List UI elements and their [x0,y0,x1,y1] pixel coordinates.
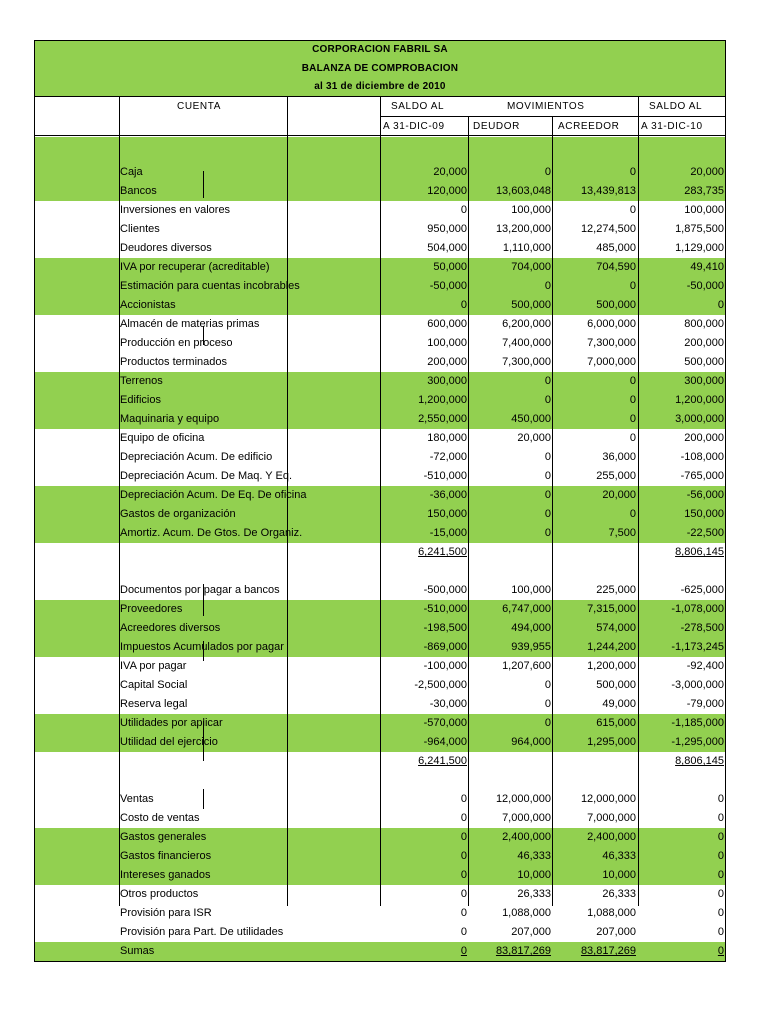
cell-deudor: 494,000 [511,622,551,634]
account-name: Provisión para ISR [120,907,212,919]
cell-saldo-inicial: -869,000 [423,641,467,653]
cell-acreedor: 1,295,000 [587,736,636,748]
cell-saldo-final: 1,875,500 [675,223,724,235]
table-row [35,847,725,866]
account-name: Edificios [120,394,161,406]
cell-deudor: 7,000,000 [502,812,551,824]
table-row [35,486,725,505]
cell-saldo-inicial: 300,000 [427,375,467,387]
table-row [35,448,725,467]
table-row [35,866,725,885]
account-name: Sumas [120,945,155,957]
cell-acreedor: 0 [629,166,636,178]
table-row [35,942,725,961]
cell-deudor: 207,000 [511,926,551,938]
cell-acreedor: 485,000 [596,242,636,254]
cell-deudor: 450,000 [511,413,551,425]
header-movimientos: MOVIMIENTOS [507,101,585,112]
cell-saldo-final: -79,000 [686,698,724,710]
account-name: IVA por recuperar (acreditable) [120,261,270,273]
table-row [35,714,725,733]
cell-saldo-inicial: 0 [460,831,467,843]
cell-deudor: 0 [544,375,551,387]
account-name: Terrenos [120,375,163,387]
table-row [35,600,725,619]
account-name: Otros productos [120,888,199,900]
cell-deudor: 0 [544,166,551,178]
account-name: Amortiz. Acum. De Gtos. De Organiz. [120,527,303,539]
table-row [35,201,725,220]
table-row [35,638,725,657]
account-name: Estimación para cuentas incobrables [120,280,300,292]
cell-saldo-final: 49,410 [690,261,724,273]
cell-saldo-inicial: 504,000 [427,242,467,254]
cell-acreedor: 36,000 [602,451,636,463]
cell-saldo-final: 8,806,145 [675,546,724,558]
cell-saldo-inicial: 0 [460,907,467,919]
cell-saldo-final: 800,000 [684,318,724,330]
cell-saldo-inicial: 200,000 [427,356,467,368]
cell-deudor: 6,747,000 [502,603,551,615]
cell-saldo-inicial: -198,500 [423,622,467,634]
cell-saldo-inicial: 600,000 [427,318,467,330]
cell-deudor: 0 [544,508,551,520]
header-mid-rule [380,116,725,117]
cell-deudor: 0 [544,679,551,691]
cell-saldo-final: 0 [717,831,724,843]
account-name: Reserva legal [120,698,188,710]
cell-deudor: 0 [544,394,551,406]
account-name: Intereses ganados [120,869,211,881]
cell-saldo-final: 100,000 [684,204,724,216]
cell-acreedor: 13,439,813 [580,185,636,197]
table-row [35,923,725,942]
table-row [35,657,725,676]
cell-saldo-inicial: 1,200,000 [418,394,467,406]
cell-acreedor: 49,000 [602,698,636,710]
table-row [35,296,725,315]
cell-saldo-final: 200,000 [684,337,724,349]
cell-acreedor: 26,333 [602,888,636,900]
cell-saldo-inicial: 0 [460,926,467,938]
cell-deudor: 0 [544,489,551,501]
table-row [35,353,725,372]
account-name: Documentos por pagar a bancos [120,584,280,596]
table-row [35,790,725,809]
cell-saldo-final: 0 [717,812,724,824]
cell-saldo-final: 20,000 [690,166,724,178]
cell-saldo-inicial: 50,000 [433,261,467,273]
cell-saldo-inicial: -510,000 [423,470,467,482]
account-name: Provisión para Part. De utilidades [120,926,284,938]
cell-deudor: 13,603,048 [495,185,551,197]
cell-saldo-inicial: 20,000 [433,166,467,178]
table-row [35,562,725,581]
trial-balance-sheet [34,40,726,962]
cell-deudor: 0 [544,698,551,710]
cell-saldo-inicial: -50,000 [429,280,467,292]
cell-deudor: 12,000,000 [495,793,551,805]
cell-acreedor: 574,000 [596,622,636,634]
table-row [35,467,725,486]
account-name: Accionistas [120,299,176,311]
report-title: BALANZA DE COMPROBACION [301,63,459,74]
cell-saldo-inicial: 0 [460,888,467,900]
cell-saldo-inicial: 6,241,500 [418,546,467,558]
account-name: Gastos financieros [120,850,212,862]
cell-saldo-final: 8,806,145 [675,755,724,767]
cell-acreedor: 0 [629,432,636,444]
cell-saldo-inicial: -72,000 [429,451,467,463]
cell-saldo-final: 150,000 [684,508,724,520]
cell-saldo-inicial: 6,241,500 [418,755,467,767]
cell-acreedor: 12,274,500 [580,223,636,235]
table-row [35,676,725,695]
cell-deudor: 1,088,000 [502,907,551,919]
header-saldo-inicial: SALDO AL [391,101,445,112]
header-saldo-final: SALDO AL [649,101,703,112]
account-name: Gastos de organización [120,508,236,520]
account-name: Deudores diversos [120,242,212,254]
cell-acreedor: 0 [629,413,636,425]
cell-acreedor: 0 [629,375,636,387]
account-name: Impuestos Acumulados por pagar [120,641,284,653]
cell-saldo-final: 300,000 [684,375,724,387]
cell-acreedor: 207,000 [596,926,636,938]
cell-acreedor: 12,000,000 [580,793,636,805]
cell-deudor: 13,200,000 [495,223,551,235]
header-rule [35,135,725,136]
cell-acreedor: 20,000 [602,489,636,501]
cell-deudor: 100,000 [511,204,551,216]
cell-acreedor: 1,088,000 [587,907,636,919]
cell-acreedor: 0 [629,280,636,292]
cell-saldo-inicial: -36,000 [429,489,467,501]
table-row [35,695,725,714]
cell-saldo-inicial: 100,000 [427,337,467,349]
header-deudor: DEUDOR [473,121,520,132]
account-name: Ventas [120,793,154,805]
account-name: Maquinaria y equipo [120,413,220,425]
cell-deudor: 500,000 [511,299,551,311]
cell-saldo-final: -22,500 [686,527,724,539]
cell-saldo-final: 0 [717,850,724,862]
cell-saldo-inicial: 0 [460,793,467,805]
account-name: Inversiones en valores [120,204,231,216]
cell-saldo-inicial: 150,000 [427,508,467,520]
cell-saldo-final: 0 [717,945,724,957]
company-name: CORPORACION FABRIL SA [312,44,448,55]
cell-saldo-inicial: -100,000 [423,660,467,672]
cell-deudor: 0 [544,527,551,539]
account-name: Clientes [120,223,160,235]
table-row [35,391,725,410]
table-row [35,277,725,296]
cell-deudor: 7,400,000 [502,337,551,349]
account-name: Acreedores diversos [120,622,221,634]
table-row [35,733,725,752]
table-row [35,429,725,448]
table-row [35,543,725,562]
cell-deudor: 939,955 [511,641,551,653]
table-row [35,752,725,771]
cell-deudor: 6,200,000 [502,318,551,330]
cell-saldo-inicial: -15,000 [429,527,467,539]
cell-saldo-final: 500,000 [684,356,724,368]
cell-deudor: 20,000 [517,432,551,444]
cell-acreedor: 1,244,200 [587,641,636,653]
account-name: Almacén de materias primas [120,318,260,330]
table-row [35,904,725,923]
cell-acreedor: 500,000 [596,679,636,691]
cell-deudor: 0 [544,451,551,463]
cell-saldo-final: -1,173,245 [671,641,724,653]
cell-saldo-final: 1,200,000 [675,394,724,406]
table-row [35,334,725,353]
table-row [35,372,725,391]
table-row [35,315,725,334]
title-block [35,41,725,97]
cell-deudor: 100,000 [511,584,551,596]
header-fecha-inicial: A 31-DIC-09 [383,121,445,132]
cell-saldo-inicial: -2,500,000 [414,679,467,691]
account-name: Utilidad del ejercicio [120,736,218,748]
cell-saldo-inicial: 180,000 [427,432,467,444]
header-acreedor: ACREEDOR [558,121,620,132]
cell-deudor: 46,333 [517,850,551,862]
cell-deudor: 26,333 [517,888,551,900]
table-row [35,505,725,524]
cell-saldo-final: 3,000,000 [675,413,724,425]
table-row [35,885,725,904]
cell-saldo-inicial: 120,000 [427,185,467,197]
cell-deudor: 0 [544,470,551,482]
table-row [35,828,725,847]
cell-deudor: 704,000 [511,261,551,273]
cell-saldo-final: 283,735 [684,185,724,197]
account-name: Bancos [120,185,157,197]
cell-acreedor: 7,500 [608,527,636,539]
cell-saldo-final: 0 [717,907,724,919]
account-name: Equipo de oficina [120,432,205,444]
cell-deudor: 1,207,600 [502,660,551,672]
cell-deudor: 0 [544,280,551,292]
cell-saldo-inicial: 0 [460,850,467,862]
cell-saldo-inicial: 0 [460,812,467,824]
header-fecha-final: A 31-DIC-10 [641,121,703,132]
cell-saldo-final: 1,129,000 [675,242,724,254]
cell-acreedor: 255,000 [596,470,636,482]
table-row [35,258,725,277]
cell-saldo-final: -3,000,000 [671,679,724,691]
cell-acreedor: 10,000 [602,869,636,881]
cell-saldo-inicial: -510,000 [423,603,467,615]
cell-deudor: 10,000 [517,869,551,881]
cell-acreedor: 7,300,000 [587,337,636,349]
account-name: Capital Social [120,679,188,691]
cell-saldo-inicial: 0 [460,204,467,216]
account-name: Caja [120,166,143,178]
account-name: IVA por pagar [120,660,187,672]
table-row [35,239,725,258]
cell-saldo-final: -1,185,000 [671,717,724,729]
account-name: Utilidades por aplicar [120,717,223,729]
cell-acreedor: 704,590 [596,261,636,273]
cell-deudor: 2,400,000 [502,831,551,843]
cell-deudor: 83,817,269 [495,945,551,957]
cell-acreedor: 2,400,000 [587,831,636,843]
cell-saldo-inicial: 0 [460,945,467,957]
cell-acreedor: 7,000,000 [587,356,636,368]
cell-acreedor: 6,000,000 [587,318,636,330]
cell-saldo-final: 0 [717,888,724,900]
cell-saldo-final: 0 [717,793,724,805]
cell-saldo-inicial: 0 [460,869,467,881]
account-name: Depreciación Acum. De Eq. De oficina [120,489,307,501]
table-row [35,220,725,239]
account-name: Productos terminados [120,356,227,368]
account-name: Depreciación Acum. De Maq. Y Eq. [120,470,293,482]
cell-saldo-inicial: -570,000 [423,717,467,729]
cell-acreedor: 0 [629,394,636,406]
cell-deudor: 7,300,000 [502,356,551,368]
cell-saldo-final: -765,000 [680,470,724,482]
account-name: Producción en proceso [120,337,233,349]
table-row [35,809,725,828]
cell-saldo-final: -278,500 [680,622,724,634]
cell-saldo-inicial: 2,550,000 [418,413,467,425]
table-row [35,163,725,182]
cell-acreedor: 83,817,269 [580,945,636,957]
cell-saldo-final: -1,295,000 [671,736,724,748]
cell-acreedor: 7,000,000 [587,812,636,824]
account-name: Depreciación Acum. De edificio [120,451,273,463]
table-row [35,410,725,429]
cell-saldo-inicial: 0 [460,299,467,311]
cell-acreedor: 500,000 [596,299,636,311]
cell-saldo-final: -108,000 [680,451,724,463]
cell-saldo-inicial: -30,000 [429,698,467,710]
account-name: Proveedores [120,603,183,615]
cell-saldo-final: -56,000 [686,489,724,501]
cell-deudor: 964,000 [511,736,551,748]
table-row [35,182,725,201]
cell-acreedor: 0 [629,204,636,216]
cell-saldo-inicial: -964,000 [423,736,467,748]
cell-saldo-final: 200,000 [684,432,724,444]
cell-acreedor: 225,000 [596,584,636,596]
cell-deudor: 0 [544,717,551,729]
table-row [35,581,725,600]
cell-acreedor: 0 [629,508,636,520]
account-name: Gastos generales [120,831,207,843]
cell-acreedor: 46,333 [602,850,636,862]
header-cuenta: CUENTA [177,101,221,112]
table-row [35,524,725,543]
table-row [35,771,725,790]
cell-saldo-final: 0 [717,869,724,881]
cell-saldo-inicial: 950,000 [427,223,467,235]
cell-saldo-final: -92,400 [686,660,724,672]
cell-deudor: 1,110,000 [502,242,551,254]
cell-saldo-final: 0 [717,299,724,311]
cell-saldo-final: -625,000 [680,584,724,596]
cell-saldo-final: 0 [717,926,724,938]
report-date: al 31 de diciembre de 2010 [314,81,446,92]
cell-acreedor: 1,200,000 [587,660,636,672]
cell-acreedor: 7,315,000 [587,603,636,615]
cell-saldo-final: -1,078,000 [671,603,724,615]
cell-saldo-inicial: -500,000 [423,584,467,596]
cell-acreedor: 615,000 [596,717,636,729]
table-row [35,619,725,638]
cell-saldo-final: -50,000 [686,280,724,292]
account-name: Costo de ventas [120,812,200,824]
